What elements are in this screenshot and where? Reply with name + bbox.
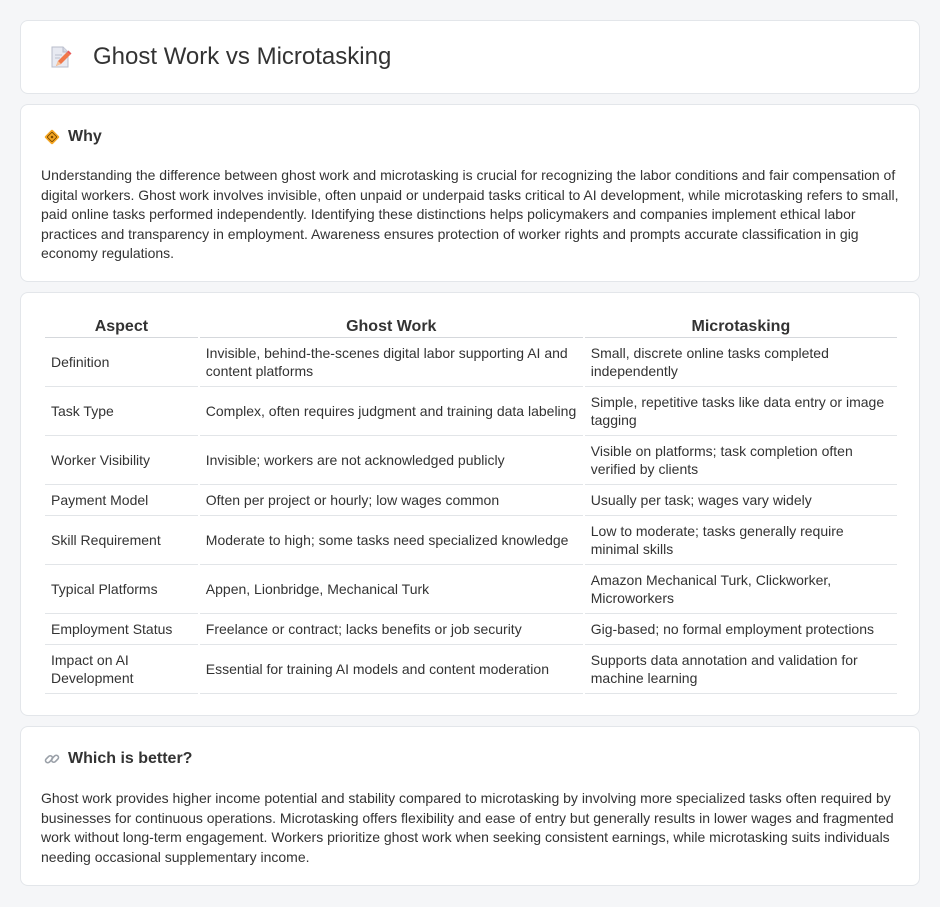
microtasking-cell: Gig-based; no formal employment protections xyxy=(585,614,897,645)
table-row xyxy=(45,338,897,387)
microtasking-cell: Small, discrete online tasks completed independently xyxy=(585,338,897,387)
aspect-cell: Typical Platforms xyxy=(45,565,198,614)
why-paragraph: Understanding the difference between ghost work and microtasking is crucial for recognizing the labor conditions and fair compensation of digital workers. Ghost work involves invisible, often unpaid or underpaid tasks critical to AI development, while microtasking refers to small, paid online tasks performed independently. Identifying these distinctions helps policymakers and companies implement ethical labor practices and transparency in employment. Awareness ensures protection of worker rights and prompts accurate classification in gig economy regulations. xyxy=(41,167,899,261)
aspect-cell: Worker Visibility xyxy=(45,436,198,485)
table-row xyxy=(45,565,897,614)
aspect-cell: Impact on AI Development xyxy=(45,645,198,694)
ghost-work-cell: Invisible; workers are not acknowledged publicly xyxy=(200,436,583,485)
aspect-cell: Definition xyxy=(45,338,198,387)
table-row xyxy=(45,485,897,516)
link-icon xyxy=(43,750,61,768)
ghost-work-cell: Freelance or contract; lacks benefits or job security xyxy=(200,614,583,645)
column-header-ghost-work: Ghost Work xyxy=(200,316,583,338)
table-row xyxy=(45,614,897,645)
ghost-work-cell: Invisible, behind-the-scenes digital labor supporting AI and content platforms xyxy=(200,338,583,387)
diamond-sign-icon xyxy=(43,128,61,146)
ghost-work-cell: Appen, Lionbridge, Mechanical Turk xyxy=(200,565,583,614)
ghost-work-cell: Complex, often requires judgment and training data labeling xyxy=(200,387,583,436)
microtasking-cell: Usually per task; wages vary widely xyxy=(585,485,897,516)
comparison-card xyxy=(20,292,920,716)
ghost-work-cell: Moderate to high; some tasks need specialized knowledge xyxy=(200,516,583,565)
aspect-cell: Employment Status xyxy=(45,614,198,645)
microtasking-cell: Simple, repetitive tasks like data entry or image tagging xyxy=(585,387,897,436)
table-row xyxy=(45,387,897,436)
microtasking-cell: Supports data annotation and validation for machine learning xyxy=(585,645,897,694)
which-is-better-card xyxy=(20,726,920,886)
page-title: Ghost Work vs Microtasking xyxy=(93,43,392,70)
aspect-cell: Payment Model xyxy=(45,485,198,516)
microtasking-cell: Visible on platforms; task completion often verified by clients xyxy=(585,436,897,485)
table-row xyxy=(45,436,897,485)
aspect-cell: Task Type xyxy=(45,387,198,436)
table-row xyxy=(45,516,897,565)
why-title: Why xyxy=(68,128,102,145)
table-header-row xyxy=(45,316,897,338)
microtasking-cell: Low to moderate; tasks generally require minimal skills xyxy=(585,516,897,565)
aspect-cell: Skill Requirement xyxy=(45,516,198,565)
column-header-aspect: Aspect xyxy=(45,316,198,338)
why-card xyxy=(20,104,920,282)
which-is-better-paragraph: Ghost work provides higher income potential and stability compared to microtasking by involving more specialized tasks often required by businesses for continuous operations. Microtasking offers flexibility and ease of entry but generally results in lower wages and fragmented work without long-term engagement. Workers prioritize ghost work when seeking consistent earnings, while microtasking suits individuals needing occasional supplementary income. xyxy=(41,790,894,865)
document-pencil-icon xyxy=(47,44,73,70)
ghost-work-cell: Essential for training AI models and content moderation xyxy=(200,645,583,694)
microtasking-cell: Amazon Mechanical Turk, Clickworker, Microworkers xyxy=(585,565,897,614)
column-header-microtasking: Microtasking xyxy=(585,316,897,338)
header-card xyxy=(20,20,920,94)
which-is-better-title: Which is better? xyxy=(68,750,193,767)
table-row xyxy=(45,645,897,694)
ghost-work-cell: Often per project or hourly; low wages common xyxy=(200,485,583,516)
comparison-table xyxy=(43,316,899,694)
